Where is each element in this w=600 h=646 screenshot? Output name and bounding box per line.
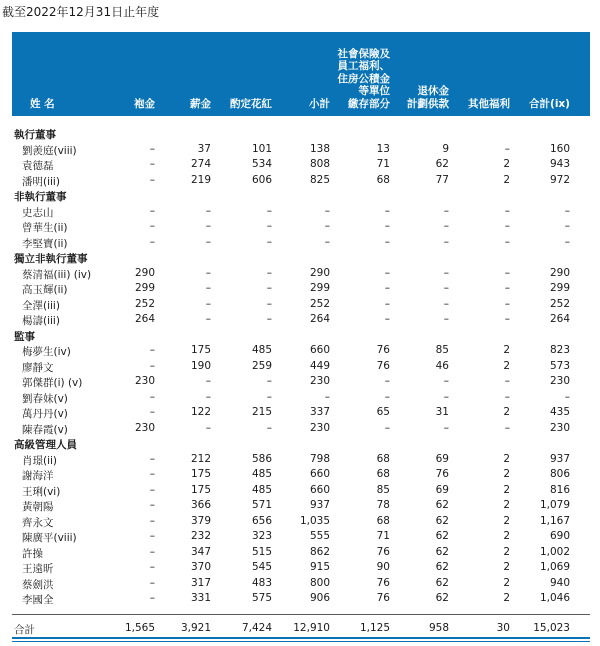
cell-other-benefits: 2 (503, 452, 510, 465)
cell-salary: 190 (190, 359, 211, 372)
cell-subtotal: 449 (309, 359, 330, 372)
cell-retainer: 264 (134, 313, 155, 325)
cell-retainer: 1,565 (124, 622, 155, 634)
section-title: 非執行董事 (14, 191, 67, 203)
table-row (0, 205, 600, 217)
person-name: 全澤(iii) (22, 299, 60, 312)
cell-other-benefits: 2 (503, 406, 510, 418)
cell-salary: 366 (190, 499, 211, 511)
cell-bonus: 545 (251, 561, 272, 573)
cell-total: – (564, 220, 570, 232)
cell-total: 252 (549, 297, 570, 310)
cell-total: – (564, 390, 570, 403)
cell-total: 972 (549, 173, 570, 186)
person-name: 陳廣平(viii) (22, 532, 77, 544)
cell-other-benefits: – (504, 220, 510, 232)
cell-salary: – (205, 266, 211, 279)
cell-salary: – (205, 421, 211, 434)
person-name: 王琍(vi) (22, 485, 61, 498)
cell-bonus: – (266, 375, 272, 387)
cell-social-insurance: 85 (376, 483, 390, 496)
cell-bonus: 259 (251, 359, 272, 372)
cell-pension: – (443, 313, 449, 325)
table-row (0, 406, 600, 418)
cell-salary: – (205, 282, 211, 294)
person-name: 許操 (22, 547, 43, 560)
cell-social-insurance: – (384, 204, 390, 217)
cell-salary: – (205, 220, 211, 232)
cell-salary: – (205, 375, 211, 387)
cell-bonus: 586 (251, 452, 272, 465)
cell-salary: 379 (190, 514, 211, 527)
cell-social-insurance: 76 (376, 576, 390, 589)
total-top-rule (12, 614, 590, 615)
table-row (0, 313, 600, 325)
cell-retainer: 230 (134, 375, 155, 387)
cell-subtotal: 230 (309, 375, 330, 387)
cell-subtotal: 555 (309, 530, 330, 542)
cell-pension: 62 (435, 561, 449, 573)
cell-total: 1,069 (539, 561, 570, 573)
table-row (0, 143, 600, 155)
table-row (0, 344, 600, 356)
header-pension: 退休金 計劃供款 (407, 85, 449, 110)
cell-total: 1,079 (539, 499, 570, 511)
person-name: 蔡劍洪 (22, 578, 54, 591)
cell-social-insurance: 1,125 (359, 622, 390, 634)
cell-total: – (564, 204, 570, 217)
total-row (0, 622, 600, 634)
cell-total: 943 (549, 158, 570, 170)
cell-bonus: – (266, 220, 272, 232)
cell-pension: – (443, 297, 449, 310)
cell-social-insurance: 90 (376, 561, 390, 573)
person-name: 潘明(iii) (22, 175, 60, 188)
cell-social-insurance: 76 (376, 344, 390, 356)
cell-retainer: 230 (134, 421, 155, 434)
table-header (12, 32, 590, 116)
cell-other-benefits: 2 (503, 468, 510, 480)
table-row (0, 530, 600, 542)
table-row (0, 220, 600, 232)
person-name: 袁德磊 (22, 160, 54, 172)
cell-social-insurance: – (384, 235, 390, 248)
cell-subtotal: 800 (309, 576, 330, 589)
cell-pension: 62 (435, 576, 449, 589)
cell-retainer: – (149, 576, 155, 589)
cell-salary: 347 (190, 545, 211, 558)
cell-subtotal: 906 (309, 592, 330, 604)
table-row (0, 453, 600, 465)
cell-social-insurance: 76 (376, 592, 390, 604)
cell-other-benefits: 2 (503, 514, 510, 527)
cell-pension: 85 (435, 344, 449, 356)
cell-bonus: – (266, 266, 272, 279)
cell-subtotal: – (324, 390, 330, 403)
cell-subtotal: 915 (309, 561, 330, 573)
cell-other-benefits: 2 (503, 576, 510, 589)
header-retainer: 袍金 (134, 97, 155, 110)
cell-total: 15,023 (533, 622, 570, 634)
person-name: 肖璟(ii) (22, 454, 58, 467)
cell-other-benefits: – (504, 390, 510, 403)
person-name: 曾華生(ii) (22, 222, 68, 234)
cell-total: 573 (549, 359, 570, 372)
cell-pension: – (443, 390, 449, 403)
cell-other-benefits: – (504, 204, 510, 217)
cell-social-insurance: – (384, 375, 390, 387)
cell-salary: 232 (190, 530, 211, 542)
person-name: 史志山 (22, 206, 54, 219)
section-title: 獨立非執行董事 (14, 253, 88, 265)
person-name: 黃朝陽 (22, 501, 54, 513)
cell-retainer: – (149, 468, 155, 480)
person-name: 齊永文 (22, 516, 54, 529)
cell-subtotal: 138 (309, 142, 330, 155)
cell-subtotal: 660 (309, 344, 330, 356)
cell-subtotal: 264 (309, 313, 330, 325)
total-bottom-rule (12, 637, 590, 639)
table-row (0, 561, 600, 573)
cell-total: 264 (549, 313, 570, 325)
cell-pension: 46 (435, 359, 449, 372)
table-row (0, 236, 600, 248)
cell-salary: 219 (190, 173, 211, 186)
cell-bonus: 575 (251, 592, 272, 604)
cell-total: 230 (549, 375, 570, 387)
cell-subtotal: 798 (309, 452, 330, 465)
cell-retainer: – (149, 545, 155, 558)
table-row (0, 158, 600, 170)
cell-subtotal: 937 (309, 499, 330, 511)
person-name: 蔡清福(iii) (iv) (22, 268, 92, 281)
cell-total: 1,002 (539, 545, 570, 558)
cell-social-insurance: – (384, 297, 390, 310)
cell-pension: 62 (435, 514, 449, 527)
cell-retainer: – (149, 406, 155, 418)
cell-subtotal: – (324, 220, 330, 232)
cell-bonus: 606 (251, 173, 272, 186)
cell-retainer: – (149, 235, 155, 248)
cell-pension: 9 (442, 142, 449, 155)
header-bonus: 酌定花紅 (230, 97, 272, 110)
cell-subtotal: 12,910 (293, 622, 330, 634)
cell-subtotal: 862 (309, 545, 330, 558)
cell-pension: – (443, 266, 449, 279)
cell-subtotal: 660 (309, 483, 330, 496)
cell-other-benefits: – (504, 282, 510, 294)
cell-bonus: 7,424 (241, 622, 272, 634)
cell-salary: 175 (190, 483, 211, 496)
cell-subtotal: 230 (309, 421, 330, 434)
cell-social-insurance: 71 (376, 530, 390, 542)
person-name: 高玉輝(ii) (22, 284, 68, 296)
cell-total: 1,167 (539, 514, 570, 527)
cell-bonus: 534 (251, 158, 272, 170)
cell-other-benefits: 2 (503, 499, 510, 511)
cell-pension: – (443, 204, 449, 217)
cell-retainer: 290 (134, 266, 155, 279)
cell-social-insurance: – (384, 282, 390, 294)
cell-retainer: – (149, 142, 155, 155)
cell-other-benefits: 2 (503, 545, 510, 558)
cell-subtotal: – (324, 235, 330, 248)
cell-salary: 317 (190, 576, 211, 589)
cell-retainer: – (149, 514, 155, 527)
cell-retainer: – (149, 359, 155, 372)
cell-social-insurance: 78 (376, 499, 390, 511)
cell-salary: 274 (190, 158, 211, 170)
cell-subtotal: 825 (309, 173, 330, 186)
cell-salary: – (205, 390, 211, 403)
person-name: 王遠昕 (22, 563, 54, 575)
cell-social-insurance: – (384, 390, 390, 403)
cell-retainer: – (149, 499, 155, 511)
cell-retainer: – (149, 530, 155, 542)
cell-total: 299 (549, 282, 570, 294)
cell-retainer: – (149, 592, 155, 604)
person-name: 劉春妹(v) (22, 392, 68, 405)
table-row (0, 298, 600, 310)
cell-social-insurance: 76 (376, 359, 390, 372)
table-caption: 截至2022年12月31日止年度 (2, 5, 160, 19)
cell-social-insurance: 65 (376, 406, 390, 418)
cell-social-insurance: 13 (376, 142, 390, 155)
cell-total: 230 (549, 421, 570, 434)
cell-other-benefits: – (504, 297, 510, 310)
cell-bonus: 571 (251, 499, 272, 511)
cell-salary: – (205, 313, 211, 325)
cell-total: 1,046 (539, 592, 570, 604)
cell-subtotal: 337 (309, 406, 330, 418)
cell-other-benefits: 30 (496, 622, 510, 634)
cell-total: 290 (549, 266, 570, 279)
cell-subtotal: – (324, 204, 330, 217)
cell-total: 823 (549, 344, 570, 356)
cell-bonus: 485 (251, 483, 272, 496)
cell-other-benefits: 2 (503, 561, 510, 573)
cell-retainer: – (149, 158, 155, 170)
cell-social-insurance: – (384, 266, 390, 279)
cell-salary: – (205, 204, 211, 217)
cell-salary: 3,921 (180, 622, 211, 634)
cell-other-benefits: 2 (503, 483, 510, 496)
cell-subtotal: 290 (309, 266, 330, 279)
cell-total: 816 (549, 483, 570, 496)
person-name: 廖靜文 (22, 361, 54, 374)
table-row (0, 174, 600, 186)
cell-bonus: 515 (251, 545, 272, 558)
header-social-insurance: 社會保險及 員工福利、 住房公積金 等單位 繳存部分 (337, 47, 390, 110)
cell-pension: 62 (435, 545, 449, 558)
cell-social-insurance: 68 (376, 173, 390, 186)
section-title: 高級管理人員 (14, 439, 77, 451)
table-row (0, 468, 600, 480)
cell-social-insurance: 68 (376, 452, 390, 465)
cell-retainer: – (149, 452, 155, 465)
cell-salary: 37 (197, 142, 211, 155)
total-double-rule (12, 641, 590, 642)
cell-other-benefits: 2 (503, 344, 510, 356)
cell-other-benefits: 2 (503, 359, 510, 372)
cell-pension: – (443, 421, 449, 434)
cell-bonus: 483 (251, 576, 272, 589)
cell-social-insurance: – (384, 313, 390, 325)
cell-pension: 62 (435, 158, 449, 170)
person-name: 陳春霞(v) (22, 423, 68, 436)
header-total: 合計(ix) (529, 97, 570, 110)
table-row (0, 360, 600, 372)
cell-bonus: – (266, 313, 272, 325)
cell-other-benefits: 2 (503, 530, 510, 542)
section-title: 執行董事 (14, 129, 56, 141)
cell-other-benefits: 2 (503, 173, 510, 186)
cell-salary: 122 (190, 406, 211, 418)
cell-bonus: – (266, 421, 272, 434)
table-row (0, 267, 600, 279)
cell-bonus: – (266, 390, 272, 403)
cell-bonus: – (266, 297, 272, 310)
total-label: 合計 (14, 624, 35, 636)
cell-total: 806 (549, 468, 570, 480)
cell-pension: – (443, 282, 449, 294)
cell-social-insurance: 68 (376, 514, 390, 527)
cell-pension: 62 (435, 499, 449, 511)
cell-other-benefits: – (504, 421, 510, 434)
cell-other-benefits: 2 (503, 158, 510, 170)
cell-bonus: – (266, 204, 272, 217)
person-name: 萬丹丹(v) (22, 408, 68, 420)
cell-bonus: 323 (251, 530, 272, 542)
cell-pension: 76 (435, 468, 449, 480)
cell-total: 940 (549, 576, 570, 589)
cell-bonus: 215 (251, 406, 272, 418)
cell-social-insurance: 71 (376, 158, 390, 170)
cell-pension: – (443, 235, 449, 248)
cell-retainer: – (149, 483, 155, 496)
cell-salary: 212 (190, 452, 211, 465)
cell-pension: 69 (435, 483, 449, 496)
table-row (0, 391, 600, 403)
table-row (0, 375, 600, 387)
cell-other-benefits: – (504, 266, 510, 279)
header-salary: 薪金 (190, 97, 211, 110)
person-name: 謝海洋 (22, 470, 54, 482)
cell-salary: – (205, 297, 211, 310)
cell-pension: 31 (435, 406, 449, 418)
cell-total: 160 (549, 142, 570, 155)
table-row (0, 422, 600, 434)
cell-social-insurance: – (384, 421, 390, 434)
cell-retainer: – (149, 173, 155, 186)
person-name: 郭傑群(i) (v) (22, 377, 83, 389)
table-row (0, 484, 600, 496)
cell-pension: 62 (435, 592, 449, 604)
section-title: 監事 (14, 330, 35, 343)
cell-pension: – (443, 220, 449, 232)
cell-retainer: – (149, 390, 155, 403)
cell-pension: 77 (435, 173, 449, 186)
header-other-benefits: 其他福利 (468, 97, 510, 110)
person-name: 劉羨庭(viii) (22, 144, 77, 157)
cell-total: 435 (549, 406, 570, 418)
cell-bonus: 485 (251, 344, 272, 356)
cell-total: – (564, 235, 570, 248)
cell-retainer: – (149, 344, 155, 356)
cell-subtotal: 252 (309, 297, 330, 310)
person-name: 李國全 (22, 594, 54, 606)
cell-social-insurance: 68 (376, 468, 390, 480)
person-name: 楊濤(iii) (22, 315, 60, 327)
table-row (0, 499, 600, 511)
table-row (0, 546, 600, 558)
table-row (0, 515, 600, 527)
cell-subtotal: 808 (309, 158, 330, 170)
cell-total: 937 (549, 452, 570, 465)
table-row (0, 282, 600, 294)
cell-bonus: – (266, 235, 272, 248)
cell-bonus: – (266, 282, 272, 294)
table-row (0, 577, 600, 589)
cell-retainer: 299 (134, 282, 155, 294)
cell-pension: 69 (435, 452, 449, 465)
cell-social-insurance: – (384, 220, 390, 232)
cell-other-benefits: 2 (503, 592, 510, 604)
cell-subtotal: 660 (309, 468, 330, 480)
cell-retainer: 252 (134, 297, 155, 310)
cell-salary: 331 (190, 592, 211, 604)
cell-other-benefits: – (504, 235, 510, 248)
cell-salary: – (205, 235, 211, 248)
cell-pension: 958 (428, 622, 449, 634)
header-subtotal: 小計 (309, 97, 330, 110)
cell-other-benefits: – (504, 142, 510, 155)
header-name: 姓 名 (30, 97, 55, 110)
cell-bonus: 656 (251, 514, 272, 527)
cell-pension: 62 (435, 530, 449, 542)
cell-salary: 370 (190, 561, 211, 573)
person-name: 梅夢生(iv) (22, 346, 71, 358)
cell-bonus: 101 (251, 142, 272, 155)
person-name: 李堅寶(ii) (22, 237, 68, 250)
cell-retainer: – (149, 561, 155, 573)
cell-bonus: 485 (251, 468, 272, 480)
cell-salary: 175 (190, 344, 211, 356)
cell-other-benefits: – (504, 375, 510, 387)
table-row (0, 592, 600, 604)
cell-subtotal: 1,035 (299, 514, 330, 527)
cell-pension: – (443, 375, 449, 387)
cell-retainer: – (149, 220, 155, 232)
cell-retainer: – (149, 204, 155, 217)
cell-other-benefits: – (504, 313, 510, 325)
cell-total: 690 (549, 530, 570, 542)
cell-subtotal: 299 (309, 282, 330, 294)
cell-social-insurance: 76 (376, 545, 390, 558)
cell-salary: 175 (190, 468, 211, 480)
